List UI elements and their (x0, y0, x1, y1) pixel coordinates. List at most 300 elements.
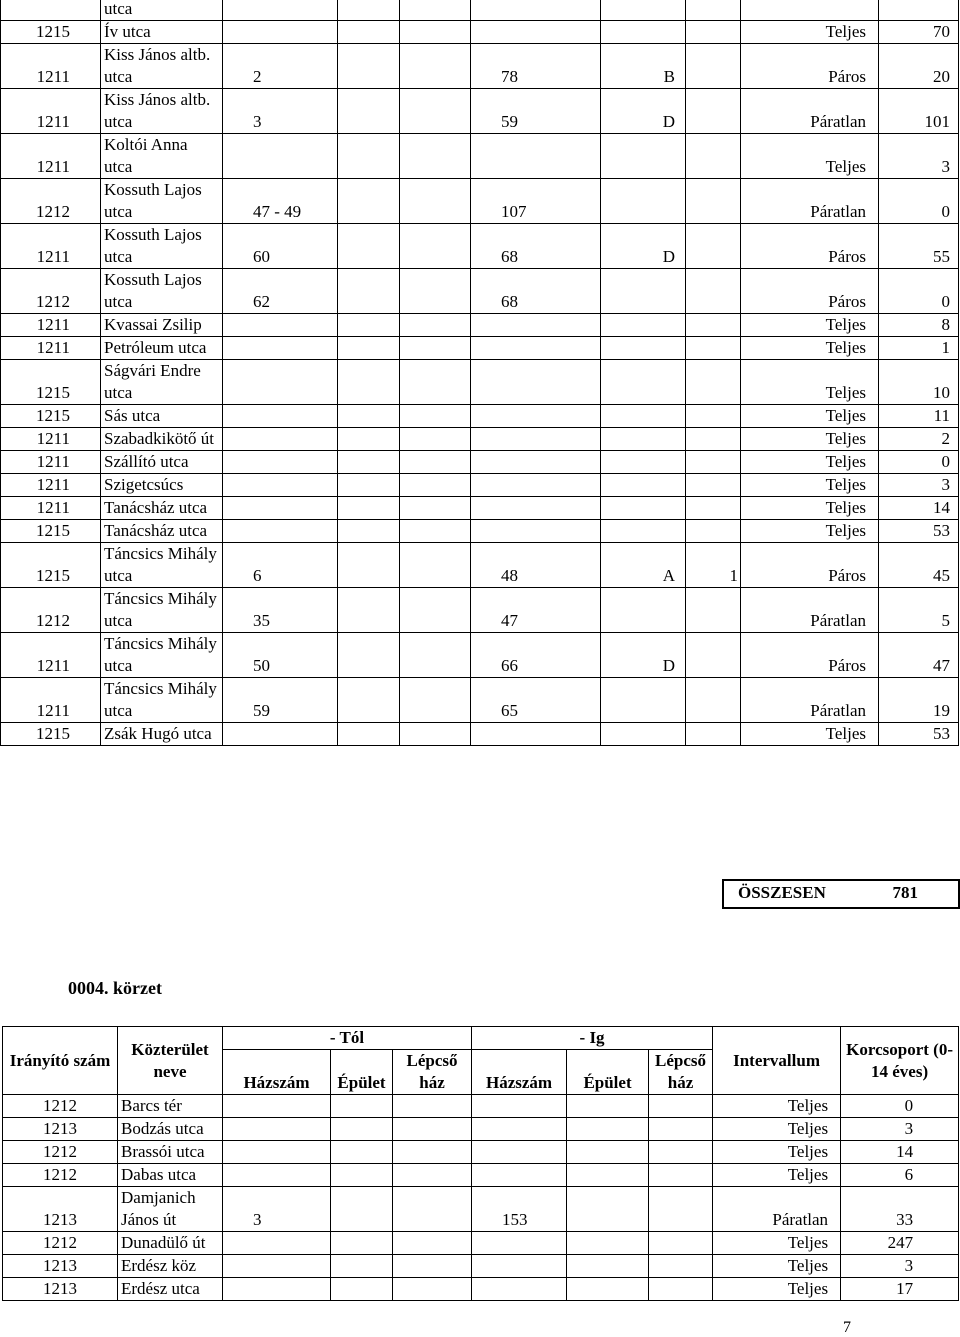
cell-to-building (601, 474, 686, 497)
table-row (1, 134, 959, 179)
cell-code: 1215 (1, 21, 101, 44)
table-row (3, 1255, 959, 1278)
cell-from-building (331, 1141, 393, 1164)
cell-count: 3 (841, 1255, 959, 1278)
cell-code: 1212 (3, 1232, 118, 1255)
table-row (1, 678, 959, 723)
cell-to-staircase (686, 224, 741, 269)
cell-from-house-number (223, 520, 338, 543)
cell-interval: Teljes (741, 360, 879, 405)
cell-from-staircase (400, 21, 471, 44)
header-to-staircase: Lépcső ház (649, 1050, 713, 1095)
cell-to-building: D (601, 633, 686, 678)
cell-code: 1211 (1, 678, 101, 723)
cell-to-building (601, 588, 686, 633)
table-row (1, 543, 959, 588)
cell-to-staircase (686, 678, 741, 723)
cell-from-building (338, 337, 400, 360)
cell-street-name: Kvassai Zsilip (101, 314, 223, 337)
cell-to-house-number (471, 474, 601, 497)
cell-code: 1215 (1, 405, 101, 428)
header-name: Közterület neve (118, 1027, 223, 1095)
cell-count: 0 (879, 269, 959, 314)
cell-from-house-number (223, 337, 338, 360)
cell-street-name: Szigetcsúcs (101, 474, 223, 497)
cell-to-staircase (686, 44, 741, 89)
cell-from-house-number (223, 21, 338, 44)
cell-code: 1211 (1, 134, 101, 179)
cell-to-building (601, 179, 686, 224)
cell-count: 0 (879, 179, 959, 224)
cell-street-name: Kiss János altb. utca (101, 89, 223, 134)
cell-street-name: Damjanich János út (118, 1187, 223, 1232)
cell-from-staircase (400, 314, 471, 337)
cell-count: 3 (879, 134, 959, 179)
cell-from-staircase (400, 89, 471, 134)
cell-from-staircase (393, 1255, 472, 1278)
cell-to-building (601, 134, 686, 179)
table-row (1, 0, 959, 21)
cell-code: 1211 (1, 314, 101, 337)
cell-from-staircase (400, 588, 471, 633)
cell-to-house-number (471, 428, 601, 451)
cell-to-house-number (471, 337, 601, 360)
cell-from-building (338, 224, 400, 269)
table-header (3, 1027, 959, 1095)
cell-interval (741, 0, 879, 21)
cell-interval: Páratlan (741, 89, 879, 134)
cell-interval: Teljes (741, 497, 879, 520)
cell-interval: Páratlan (741, 588, 879, 633)
cell-from-house-number (223, 1278, 331, 1301)
table-row (1, 89, 959, 134)
cell-count: 14 (841, 1141, 959, 1164)
cell-from-staircase (400, 497, 471, 520)
cell-to-staircase (686, 474, 741, 497)
cell-count: 6 (841, 1164, 959, 1187)
cell-code: 1211 (1, 633, 101, 678)
cell-from-house-number (223, 1141, 331, 1164)
cell-to-house-number (472, 1164, 567, 1187)
table-row (3, 1187, 959, 1232)
cell-from-building (338, 543, 400, 588)
cell-from-staircase (400, 134, 471, 179)
cell-code: 1212 (1, 269, 101, 314)
cell-street-name: Szabadkikötő út (101, 428, 223, 451)
header-to-building: Épület (567, 1050, 649, 1095)
cell-code: 1215 (1, 520, 101, 543)
cell-to-building (601, 520, 686, 543)
cell-interval: Teljes (741, 337, 879, 360)
cell-code: 1212 (1, 588, 101, 633)
cell-from-house-number (223, 723, 338, 746)
cell-interval: Páratlan (741, 678, 879, 723)
cell-to-building (601, 360, 686, 405)
table-row (1, 520, 959, 543)
cell-interval: Páros (741, 224, 879, 269)
cell-count: 5 (879, 588, 959, 633)
cell-to-building: B (601, 44, 686, 89)
header-to: - Ig (472, 1027, 713, 1050)
cell-to-staircase (686, 89, 741, 134)
cell-to-staircase (649, 1141, 713, 1164)
cell-to-house-number: 153 (472, 1187, 567, 1232)
cell-count: 3 (879, 474, 959, 497)
cell-from-staircase (400, 337, 471, 360)
cell-to-house-number: 107 (471, 179, 601, 224)
cell-code: 1211 (1, 497, 101, 520)
cell-to-building (567, 1164, 649, 1187)
cell-interval: Páratlan (741, 179, 879, 224)
cell-to-staircase (686, 723, 741, 746)
table-row (1, 179, 959, 224)
cell-from-staircase (393, 1141, 472, 1164)
cell-to-staircase (686, 269, 741, 314)
cell-interval: Páros (741, 44, 879, 89)
cell-to-building (567, 1095, 649, 1118)
cell-from-house-number (223, 1255, 331, 1278)
cell-count: 53 (879, 723, 959, 746)
cell-interval: Páros (741, 633, 879, 678)
cell-from-building (338, 269, 400, 314)
cell-code: 1215 (1, 360, 101, 405)
cell-to-building (601, 428, 686, 451)
cell-street-name: Táncsics Mihály utca (101, 678, 223, 723)
cell-street-name: Táncsics Mihály utca (101, 633, 223, 678)
cell-count: 2 (879, 428, 959, 451)
cell-street-name: Brassói utca (118, 1141, 223, 1164)
cell-interval: Teljes (713, 1141, 841, 1164)
cell-code: 1215 (1, 723, 101, 746)
table-row (1, 269, 959, 314)
cell-interval: Teljes (713, 1118, 841, 1141)
cell-code: 1211 (1, 224, 101, 269)
cell-count: 8 (879, 314, 959, 337)
cell-from-building (338, 633, 400, 678)
cell-from-building (338, 497, 400, 520)
cell-code: 1212 (3, 1141, 118, 1164)
district-0004-table (2, 1026, 959, 1301)
cell-street-name: Zsák Hugó utca (101, 723, 223, 746)
cell-to-staircase (686, 0, 741, 21)
table-row (3, 1095, 959, 1118)
cell-code: 1212 (1, 179, 101, 224)
cell-interval: Teljes (741, 428, 879, 451)
cell-to-staircase (686, 360, 741, 405)
cell-from-house-number: 3 (223, 1187, 331, 1232)
cell-to-house-number: 59 (471, 89, 601, 134)
cell-count: 17 (841, 1278, 959, 1301)
cell-code: 1211 (1, 337, 101, 360)
cell-to-building (601, 451, 686, 474)
cell-from-staircase (400, 633, 471, 678)
cell-to-house-number: 78 (471, 44, 601, 89)
cell-to-staircase (686, 314, 741, 337)
cell-to-staircase: 1 (686, 543, 741, 588)
cell-street-name: Sás utca (101, 405, 223, 428)
cell-to-staircase (686, 179, 741, 224)
cell-to-building (601, 314, 686, 337)
cell-count: 14 (879, 497, 959, 520)
table-row (1, 633, 959, 678)
cell-to-house-number (472, 1232, 567, 1255)
cell-from-staircase (393, 1278, 472, 1301)
cell-code: 1211 (1, 44, 101, 89)
cell-from-building (338, 179, 400, 224)
cell-to-staircase (686, 451, 741, 474)
table-row (3, 1118, 959, 1141)
table-row (3, 1164, 959, 1187)
cell-to-building (567, 1278, 649, 1301)
cell-from-house-number (223, 0, 338, 21)
header-from-house-number: Házszám (223, 1050, 331, 1095)
cell-from-building (331, 1164, 393, 1187)
cell-code: 1211 (1, 89, 101, 134)
cell-interval: Teljes (741, 405, 879, 428)
cell-street-name: Szállító utca (101, 451, 223, 474)
cell-street-name: Koltói Anna utca (101, 134, 223, 179)
cell-from-building (331, 1095, 393, 1118)
cell-from-staircase (393, 1095, 472, 1118)
cell-count: 19 (879, 678, 959, 723)
cell-interval: Teljes (741, 723, 879, 746)
header-to-house-number: Házszám (472, 1050, 567, 1095)
cell-from-building (338, 0, 400, 21)
cell-from-house-number (223, 1095, 331, 1118)
cell-to-staircase (649, 1278, 713, 1301)
cell-to-building (601, 497, 686, 520)
cell-count: 10 (879, 360, 959, 405)
cell-to-staircase (649, 1255, 713, 1278)
table-row (3, 1141, 959, 1164)
cell-from-house-number: 60 (223, 224, 338, 269)
cell-from-staircase (393, 1164, 472, 1187)
cell-to-house-number: 66 (471, 633, 601, 678)
cell-code (1, 0, 101, 21)
cell-from-staircase (400, 451, 471, 474)
cell-street-name: Kossuth Lajos utca (101, 224, 223, 269)
cell-count: 45 (879, 543, 959, 588)
cell-street-name: Kiss János altb. utca (101, 44, 223, 89)
cell-to-house-number (471, 0, 601, 21)
cell-from-staircase (400, 520, 471, 543)
cell-to-house-number (471, 497, 601, 520)
cell-to-building (601, 337, 686, 360)
cell-from-house-number: 47 - 49 (223, 179, 338, 224)
cell-to-house-number (471, 134, 601, 179)
cell-from-house-number (223, 474, 338, 497)
cell-street-name: utca (101, 0, 223, 21)
cell-interval: Teljes (741, 134, 879, 179)
cell-from-staircase (400, 428, 471, 451)
cell-code: 1212 (3, 1164, 118, 1187)
cell-to-staircase (686, 428, 741, 451)
cell-code: 1215 (1, 543, 101, 588)
cell-street-name: Ív utca (101, 21, 223, 44)
cell-from-staircase (393, 1232, 472, 1255)
table-row (1, 360, 959, 405)
cell-to-building (601, 723, 686, 746)
cell-interval: Teljes (713, 1164, 841, 1187)
cell-from-building (331, 1278, 393, 1301)
cell-interval: Páratlan (713, 1187, 841, 1232)
cell-count: 33 (841, 1187, 959, 1232)
cell-from-house-number: 59 (223, 678, 338, 723)
cell-street-name: Tanácsház utca (101, 520, 223, 543)
cell-to-staircase (686, 497, 741, 520)
cell-from-building (331, 1187, 393, 1232)
cell-to-building (567, 1118, 649, 1141)
cell-to-house-number (472, 1118, 567, 1141)
cell-from-house-number (223, 428, 338, 451)
cell-street-name: Tanácsház utca (101, 497, 223, 520)
cell-to-house-number (472, 1255, 567, 1278)
cell-from-staircase (400, 179, 471, 224)
cell-from-building (338, 360, 400, 405)
cell-from-house-number: 6 (223, 543, 338, 588)
cell-code: 1213 (3, 1255, 118, 1278)
cell-street-name: Petróleum utca (101, 337, 223, 360)
cell-code: 1211 (1, 428, 101, 451)
cell-from-building (338, 314, 400, 337)
table-row (1, 224, 959, 269)
cell-count: 55 (879, 224, 959, 269)
total-value: 781 (892, 883, 918, 902)
table-row (1, 428, 959, 451)
table-row (1, 497, 959, 520)
cell-from-building (338, 678, 400, 723)
cell-street-name: Erdész utca (118, 1278, 223, 1301)
cell-to-building (601, 0, 686, 21)
cell-from-house-number (223, 314, 338, 337)
header-interval: Intervallum (713, 1027, 841, 1095)
cell-from-building (338, 44, 400, 89)
cell-to-house-number (471, 451, 601, 474)
cell-street-name: Erdész köz (118, 1255, 223, 1278)
cell-from-staircase (400, 723, 471, 746)
cell-from-building (338, 405, 400, 428)
header-age-group: Korcsoport (0-14 éves) (841, 1027, 959, 1095)
cell-to-staircase (686, 405, 741, 428)
cell-from-staircase (393, 1187, 472, 1232)
cell-count: 0 (879, 451, 959, 474)
cell-from-building (331, 1255, 393, 1278)
cell-street-name: Kossuth Lajos utca (101, 179, 223, 224)
cell-from-house-number (223, 360, 338, 405)
header-code: Irányító szám (3, 1027, 118, 1095)
cell-to-staircase (686, 588, 741, 633)
cell-code: 1211 (1, 451, 101, 474)
cell-street-name: Dunadülő út (118, 1232, 223, 1255)
cell-from-building (338, 428, 400, 451)
cell-code: 1211 (1, 474, 101, 497)
cell-count: 101 (879, 89, 959, 134)
cell-to-house-number (471, 314, 601, 337)
cell-interval: Teljes (741, 21, 879, 44)
cell-to-staircase (686, 337, 741, 360)
cell-from-building (338, 474, 400, 497)
cell-to-building (601, 21, 686, 44)
cell-from-building (331, 1118, 393, 1141)
cell-to-staircase (649, 1095, 713, 1118)
cell-from-staircase (400, 405, 471, 428)
cell-to-staircase (649, 1232, 713, 1255)
cell-to-building: D (601, 89, 686, 134)
cell-to-staircase (686, 21, 741, 44)
cell-from-staircase (400, 0, 471, 21)
cell-to-house-number (472, 1278, 567, 1301)
district-0004-body (3, 1095, 959, 1301)
cell-to-staircase (686, 633, 741, 678)
table-row (1, 21, 959, 44)
cell-interval: Páros (741, 269, 879, 314)
cell-interval: Teljes (741, 520, 879, 543)
cell-to-building: D (601, 224, 686, 269)
cell-street-name: Ságvári Endre utca (101, 360, 223, 405)
cell-from-staircase (400, 543, 471, 588)
cell-from-house-number: 2 (223, 44, 338, 89)
cell-to-house-number: 68 (471, 269, 601, 314)
section-title: 0004. körzet (68, 978, 162, 998)
total-box (722, 879, 960, 909)
cell-to-staircase (649, 1118, 713, 1141)
cell-from-building (338, 21, 400, 44)
table-row (1, 314, 959, 337)
cell-street-name: Kossuth Lajos utca (101, 269, 223, 314)
cell-to-building (601, 405, 686, 428)
cell-from-staircase (400, 474, 471, 497)
cell-to-building (601, 678, 686, 723)
cell-interval: Teljes (713, 1095, 841, 1118)
cell-from-building (338, 520, 400, 543)
cell-from-staircase (400, 360, 471, 405)
cell-code: 1212 (3, 1095, 118, 1118)
cell-from-house-number: 3 (223, 89, 338, 134)
table-row (1, 405, 959, 428)
cell-from-staircase (400, 224, 471, 269)
cell-count: 0 (841, 1095, 959, 1118)
cell-count: 3 (841, 1118, 959, 1141)
cell-count: 247 (841, 1232, 959, 1255)
cell-count: 70 (879, 21, 959, 44)
cell-from-house-number (223, 1118, 331, 1141)
cell-to-house-number (472, 1141, 567, 1164)
cell-interval: Teljes (741, 474, 879, 497)
cell-street-name: Dabas utca (118, 1164, 223, 1187)
table-row (1, 474, 959, 497)
cell-from-building (338, 723, 400, 746)
header-from: - Tól (223, 1027, 472, 1050)
cell-to-house-number: 47 (471, 588, 601, 633)
cell-to-building (567, 1232, 649, 1255)
table-row (3, 1278, 959, 1301)
cell-count: 53 (879, 520, 959, 543)
cell-to-house-number (471, 520, 601, 543)
cell-from-staircase (400, 678, 471, 723)
cell-street-name: Barcs tér (118, 1095, 223, 1118)
cell-code: 1213 (3, 1118, 118, 1141)
cell-from-staircase (400, 269, 471, 314)
cell-from-house-number (223, 497, 338, 520)
cell-to-staircase (686, 134, 741, 179)
cell-from-house-number (223, 1232, 331, 1255)
cell-to-house-number (471, 405, 601, 428)
cell-from-building (331, 1232, 393, 1255)
cell-interval: Teljes (713, 1255, 841, 1278)
cell-street-name: Táncsics Mihály utca (101, 543, 223, 588)
cell-to-building (567, 1187, 649, 1232)
cell-interval: Teljes (741, 451, 879, 474)
